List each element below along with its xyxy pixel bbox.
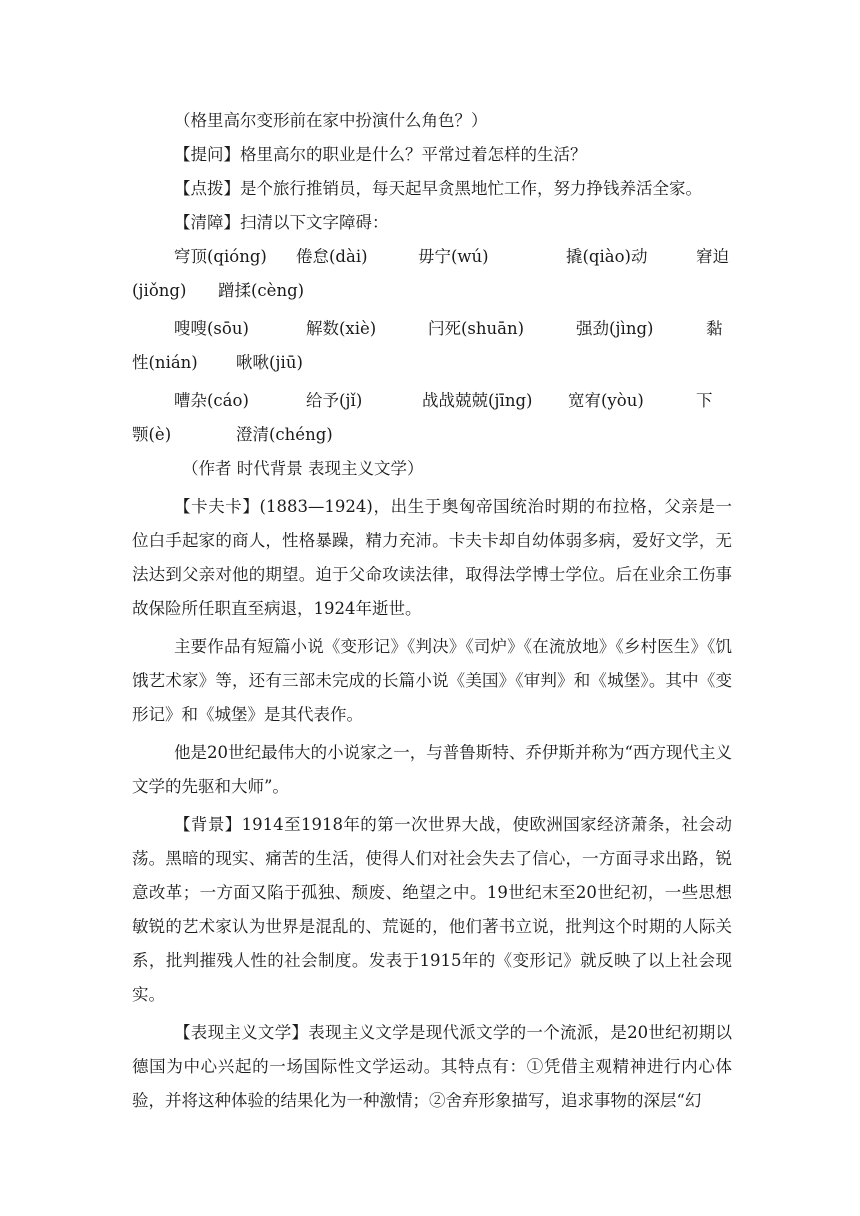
vocab-item: 倦怠(dài) [296,247,368,266]
vocab-row-1 [132,240,732,274]
vocab-item: 战战兢兢(jīng) [422,391,533,410]
tiwen-line: 【提问】格里高尔的职业是什么？平常过着怎样的生活？ [174,145,587,164]
qingzhang-line: 【清障】扫清以下文字障碍： [174,213,389,232]
vocab-item: 性(nián) [132,353,198,372]
vocab-item: 穹顶(qióng) [174,247,267,266]
vocab-item: 啾啾(jiū) [236,353,303,372]
document-page [132,104,732,1118]
works-paragraph: 主要作品有短篇小说《变形记》《判决》《司炉》《在流放地》《乡村医生》《饥饿艺术家》等，还有三部未完成的长篇小说《美国》《审判》和《城堡》。其中《变形记》和《城堡》是其代表作。 [132,637,732,724]
vocab-row-3 [132,384,732,418]
vocab-item: 解数(xiè) [306,319,377,338]
vocab-item: 窘迫 [696,247,729,266]
vocab-item: 澄清(chéng) [236,425,333,444]
vocab-item: 强劲(jìng) [576,319,654,338]
kafka-paragraph: 【卡夫卡】(1883—1924)，出生于奥匈帝国统治时期的布拉格，父亲是一位白手起家的商人，性格暴躁，精力充沛。卡夫卡却自幼体弱多病，爱好文学，无法达到父亲对他的期望。迫于父命攻读法律，取得法学博士学位。后在业余工伤事故保险所任职直至病退，1924年逝世。 [132,497,732,618]
background-paragraph: 【背景】1914至1918年的第一次世界大战，使欧洲国家经济萧条，社会动荡。黑暗的现实、痛苦的生活，使得人们对社会失去了信心，一方面寻求出路，锐意改革；一方面又陷于孤独、颓废、绝望之中。19世纪末至20世纪初，一些思想敏锐的艺术家认为世界是混乱的、荒诞的，他们著书立说，批判这个时期的人际关系，批判摧残人性的社会制度。发表于1915年的《变形记》就反映了以上社会现实。 [132,815,732,1004]
vocab-item: 宽宥(yòu) [568,391,644,410]
vocab-row-1-cont [132,274,732,308]
vocab-row-3-cont [132,418,732,452]
expressionism-paragraph: 【表现主义文学】表现主义文学是现代派文学的一个流派，是20世纪初期以德国为中心兴起的一场国际性文学运动。其特点有：①凭借主观精神进行内心体验，并将这种体验的结果化为一种激情；②舍弃形象描写，追求事物的深层“幻 [132,1023,732,1110]
dianbo-line: 【点拨】是个旅行推销员，每天起早贪黑地忙工作，努力挣钱养活全家。 [174,179,702,198]
vocab-row-2-cont [132,346,732,380]
vocab-item: 嗖嗖(sōu) [174,319,249,338]
vocab-item: 蹭揉(cèng) [218,281,305,300]
vocab-item: 闩死(shuān) [428,319,525,338]
vocab-item: 给予(jǐ) [306,391,363,410]
vocab-item: 毋宁(wú) [418,247,489,266]
vocab-item: 撬(qiào)动 [566,247,648,266]
vocab-row-2 [132,312,732,346]
vocab-item: 下 [696,391,713,410]
vocab-item: 颚(è) [132,425,172,444]
question-role: （格里高尔变形前在家中扮演什么角色？） [174,111,488,130]
vocab-item: (jiǒng) [132,281,187,300]
rank-paragraph: 他是20世纪最伟大的小说家之一，与普鲁斯特、乔伊斯并称为“西方现代主义文学的先驱和大师”。 [132,743,732,796]
vocab-item: 嘈杂(cáo) [174,391,249,410]
vocab-item: 黏 [706,319,723,338]
question-author: （作者 时代背景 表现主义文学） [182,459,424,478]
